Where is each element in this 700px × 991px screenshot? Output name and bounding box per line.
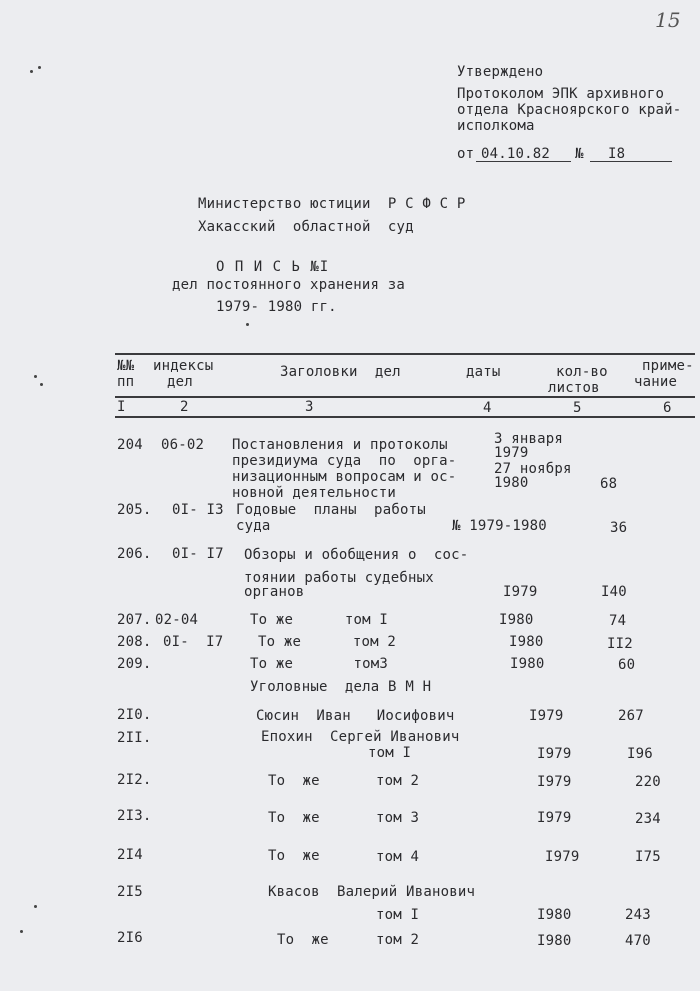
col-num-3: 3 <box>305 399 314 415</box>
approval-num: I8 <box>608 146 626 162</box>
row-date-line: I979 <box>537 810 572 826</box>
row-sheets: II2 <box>607 636 633 652</box>
row-date-line: I980 <box>509 634 544 650</box>
row-index: 0I- I3 <box>172 502 224 518</box>
row-title-line: То же <box>268 810 320 826</box>
row-sheets: 68 <box>600 476 618 492</box>
row-title-line: низационным вопросам и ос- <box>232 469 457 485</box>
header-dates: даты <box>466 364 501 380</box>
header-title: Заголовки дел <box>280 364 401 380</box>
row-title-line: Годовые планы работы <box>236 502 426 518</box>
header-mid-rule <box>115 396 695 398</box>
row-num: 205. <box>117 502 152 518</box>
row-date-line: I979 <box>537 774 572 790</box>
row-num: 2I2. <box>117 772 152 788</box>
row-sheets: 267 <box>618 708 644 724</box>
row-date-line: № 1979-1980 <box>452 518 547 534</box>
row-title-line: То же <box>268 773 320 789</box>
row-sheets: 220 <box>635 774 661 790</box>
row-extra: том 3 <box>376 810 420 826</box>
col-num-5: 5 <box>573 400 582 416</box>
row-title-line: тоянии работы судебных <box>244 570 434 586</box>
header-index-a: индексы <box>153 358 214 374</box>
row-extra: том 2 <box>376 932 420 948</box>
row-sheets: 470 <box>625 933 651 949</box>
row-num: 2I3. <box>117 808 152 824</box>
scan-speck <box>40 383 43 386</box>
row-sheets: 74 <box>609 613 627 629</box>
header-index-b: дел <box>167 374 193 390</box>
row-num: 2II. <box>117 730 152 746</box>
row-title-line: Обзоры и обобщения о сос- <box>244 547 469 563</box>
approval-line-3: отдела Красноярского край- <box>457 102 682 118</box>
page-number: 15 <box>655 8 681 32</box>
row-date-line: 3 января <box>494 431 564 447</box>
scan-speck <box>34 905 37 908</box>
row-date-line: I979 <box>503 584 538 600</box>
header-num-a: №№ <box>117 358 135 374</box>
num-underline <box>590 161 672 162</box>
row-num: 2I5 <box>117 884 143 900</box>
section-heading: Уголовные дела В М Н <box>250 679 432 695</box>
row-extra: том I <box>368 745 412 761</box>
scan-speck <box>30 70 33 73</box>
row-title-line: суда <box>236 518 271 534</box>
inventory-title: О П И С Ь №I <box>216 259 330 275</box>
row-title-line: органов <box>244 584 305 600</box>
row-date-line: I979 <box>529 708 564 724</box>
row-index: 0I- I7 <box>172 546 224 562</box>
row-sheets: I75 <box>635 849 661 865</box>
row-date-line: I979 <box>545 849 580 865</box>
row-extra: том 4 <box>376 849 420 865</box>
approval-line-4: исполкома <box>457 118 535 134</box>
approval-line-1: Утверждено <box>457 64 544 80</box>
header-num-b: пп <box>117 374 135 390</box>
header-sheets-b: листов <box>548 380 600 396</box>
row-index: 02-04 <box>155 612 199 628</box>
row-num: 2I0. <box>117 707 152 723</box>
row-title-line: Квасов Валерий Иванович <box>268 884 476 900</box>
row-num: 207. <box>117 612 152 628</box>
approval-date: 04.10.82 <box>481 146 551 162</box>
row-num: 206. <box>117 546 152 562</box>
row-date-line: I980 <box>499 612 534 628</box>
row-title-line: Епохин Сергей Иванович <box>261 729 460 745</box>
row-sheets: 36 <box>610 520 628 536</box>
row-date-line: I979 <box>537 746 572 762</box>
scan-speck <box>38 66 41 69</box>
approval-date-prefix: от <box>457 146 475 162</box>
court-name: Хакасский областной суд <box>198 219 414 235</box>
row-num: 2I4 <box>117 847 143 863</box>
row-date-line: 1980 <box>494 475 529 491</box>
row-extra: том I <box>376 907 420 923</box>
row-title-line: То же <box>268 848 320 864</box>
col-num-4: 4 <box>483 400 492 416</box>
row-sheets: 234 <box>635 811 661 827</box>
row-sheets: I96 <box>627 746 653 762</box>
ministry-name: Министерство юстиции Р С Ф С Р <box>198 196 466 212</box>
scan-speck <box>34 375 37 378</box>
header-notes-b: чание <box>634 374 678 390</box>
approval-line-2: Протоколом ЭПК архивного <box>457 86 665 102</box>
row-title-line: То же том3 <box>250 656 389 672</box>
scan-speck <box>20 930 23 933</box>
col-num-1: I <box>117 399 126 415</box>
row-title-line: То же том I <box>250 612 389 628</box>
row-sheets: 243 <box>625 907 651 923</box>
row-date-line: 27 ноября <box>494 461 572 477</box>
row-title-line: Сюсин Иван Иосифович <box>256 708 455 724</box>
header-bottom-rule <box>115 416 695 418</box>
row-sheets: 60 <box>618 657 636 673</box>
row-date-line: I980 <box>537 907 572 923</box>
row-title-line: президиума суда по орга- <box>232 453 457 469</box>
header-notes-a: приме- <box>642 358 694 374</box>
row-date-line: 1979 <box>494 445 529 461</box>
header-top-rule <box>115 353 695 355</box>
row-num: 208. <box>117 634 152 650</box>
row-index: 06-02 <box>161 437 205 453</box>
row-num: 209. <box>117 656 152 672</box>
row-title-line: Постановления и протоколы <box>232 437 448 453</box>
row-title-line: То же <box>277 932 329 948</box>
row-num: 204 <box>117 437 143 453</box>
row-title-line: новной деятельности <box>232 485 396 501</box>
header-sheets-a: кол-во <box>556 364 608 380</box>
col-num-2: 2 <box>180 399 189 415</box>
row-title-line: То же том 2 <box>258 634 397 650</box>
inventory-subtitle: дел постоянного хранения за <box>172 277 405 293</box>
row-num: 2I6 <box>117 930 143 946</box>
row-sheets: I40 <box>601 584 627 600</box>
row-date-line: I980 <box>537 933 572 949</box>
row-date-line: I980 <box>510 656 545 672</box>
col-num-6: 6 <box>663 400 672 416</box>
approval-num-prefix: № <box>575 146 584 162</box>
inventory-years: 1979- 1980 гг. <box>216 299 337 315</box>
date-underline <box>476 161 571 162</box>
row-index: 0I- I7 <box>163 634 224 650</box>
row-extra: том 2 <box>376 773 420 789</box>
scan-speck <box>246 323 249 326</box>
